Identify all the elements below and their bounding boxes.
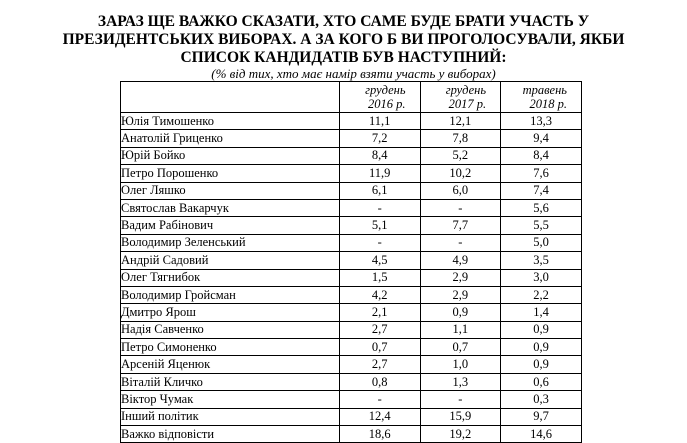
value-may-2018: 0,9 [501, 321, 582, 338]
table-body [121, 113, 582, 443]
value-may-2018: 1,4 [501, 304, 582, 321]
value-dec-2017: 15,9 [420, 408, 501, 425]
value-may-2018: 14,6 [501, 426, 582, 443]
value-may-2018: 7,4 [501, 182, 582, 199]
value-dec-2017: 1,0 [420, 356, 501, 373]
value-dec-2017: 19,2 [420, 426, 501, 443]
value-dec-2017: - [420, 234, 501, 251]
value-may-2018: 0,9 [501, 339, 582, 356]
candidate-name: Віктор Чумак [121, 391, 340, 408]
document-title [0, 13, 687, 67]
candidate-name: Андрій Садовий [121, 252, 340, 269]
value-may-2018: 0,6 [501, 373, 582, 390]
candidate-name: Петро Симоненко [121, 339, 340, 356]
value-dec-2016: 4,5 [339, 252, 420, 269]
candidate-name: Олег Ляшко [121, 182, 340, 199]
candidate-name: Юлія Тимошенко [121, 113, 340, 130]
title-line-2: ПРЕЗИДЕНТСЬКИХ ВИБОРАХ. А ЗА КОГО Б ВИ ПРОГОЛОСУВАЛИ, ЯКБИ [62, 31, 625, 48]
table-row [121, 304, 582, 321]
candidate-name: Петро Порошенко [121, 165, 340, 182]
table-row [121, 373, 582, 390]
header-corner-cell [121, 82, 340, 113]
value-dec-2017: 6,0 [420, 182, 501, 199]
value-dec-2016: 0,7 [339, 339, 420, 356]
value-may-2018: 5,6 [501, 199, 582, 216]
value-dec-2016: 5,1 [339, 217, 420, 234]
table-row [121, 269, 582, 286]
value-dec-2016: 0,8 [339, 373, 420, 390]
value-dec-2017: 10,2 [420, 165, 501, 182]
value-dec-2016: 18,6 [339, 426, 420, 443]
value-may-2018: 7,6 [501, 165, 582, 182]
column-header-year: 2016 р. [368, 97, 406, 111]
candidate-name: Володимир Зеленський [121, 234, 340, 251]
value-dec-2016: 11,9 [339, 165, 420, 182]
document-subtitle: (% від тих, хто має намір взяти участь у виборах) [211, 66, 496, 81]
column-header-may-2018 [501, 82, 582, 113]
column-header-dec-2017 [420, 82, 501, 113]
table-row [121, 356, 582, 373]
title-line-3: СПИСОК КАНДИДАТІВ БУВ НАСТУПНИЙ: [180, 49, 507, 66]
candidate-name: Вадим Рабінович [121, 217, 340, 234]
value-may-2018: 0,9 [501, 356, 582, 373]
value-dec-2017: 2,9 [420, 269, 501, 286]
value-dec-2016: 2,7 [339, 356, 420, 373]
table-row [121, 130, 582, 147]
value-dec-2017: 2,9 [420, 286, 501, 303]
value-dec-2017: 12,1 [420, 113, 501, 130]
value-dec-2017: 4,9 [420, 252, 501, 269]
column-header-month: грудень [365, 83, 406, 97]
table-row [121, 252, 582, 269]
table-row [121, 339, 582, 356]
value-may-2018: 9,4 [501, 130, 582, 147]
value-dec-2016: 4,2 [339, 286, 420, 303]
candidate-name: Анатолій Гриценко [121, 130, 340, 147]
value-may-2018: 13,3 [501, 113, 582, 130]
candidate-name: Олег Тягнибок [121, 269, 340, 286]
value-dec-2017: 1,3 [420, 373, 501, 390]
value-dec-2016: - [339, 234, 420, 251]
value-dec-2016: - [339, 199, 420, 216]
value-dec-2016: 2,1 [339, 304, 420, 321]
candidate-name: Дмитро Ярош [121, 304, 340, 321]
candidate-name: Віталій Кличко [121, 373, 340, 390]
value-dec-2017: 7,7 [420, 217, 501, 234]
value-dec-2016: 7,2 [339, 130, 420, 147]
table-row [121, 147, 582, 164]
candidate-name: Юрій Бойко [121, 147, 340, 164]
table-row [121, 165, 582, 182]
table-row [121, 113, 582, 130]
column-header-year: 2017 р. [448, 97, 487, 111]
value-dec-2016: 12,4 [339, 408, 420, 425]
value-dec-2016: 11,1 [339, 113, 420, 130]
candidate-name: Важко відповісти [121, 426, 340, 443]
value-dec-2017: - [420, 391, 501, 408]
column-header-year: 2018 р. [529, 97, 567, 111]
table-header-row [121, 82, 582, 113]
value-dec-2016: 2,7 [339, 321, 420, 338]
table-row [121, 391, 582, 408]
value-dec-2016: 8,4 [339, 147, 420, 164]
poll-results-table [120, 81, 582, 443]
value-dec-2017: 7,8 [420, 130, 501, 147]
table-row [121, 408, 582, 425]
value-dec-2017: 0,7 [420, 339, 501, 356]
value-may-2018: 3,0 [501, 269, 582, 286]
table-row [121, 426, 582, 443]
column-header-month: травень [522, 83, 567, 97]
table-row [121, 199, 582, 216]
value-dec-2016: 1,5 [339, 269, 420, 286]
candidate-name: Арсеній Яценюк [121, 356, 340, 373]
column-header-dec-2016 [339, 82, 420, 113]
value-dec-2016: 6,1 [339, 182, 420, 199]
value-dec-2016: - [339, 391, 420, 408]
candidate-name: Святослав Вакарчук [121, 199, 340, 216]
value-dec-2017: 1,1 [420, 321, 501, 338]
value-may-2018: 5,0 [501, 234, 582, 251]
table-row [121, 217, 582, 234]
table-row [121, 234, 582, 251]
candidate-name: Володимир Гройсман [121, 286, 340, 303]
candidate-name: Надія Савченко [121, 321, 340, 338]
value-may-2018: 8,4 [501, 147, 582, 164]
column-header-month: грудень [445, 83, 487, 97]
title-line-1: ЗАРАЗ ЩЕ ВАЖКО СКАЗАТИ, ХТО САМЕ БУДЕ БРАТИ УЧАСТЬ У [97, 13, 590, 30]
value-may-2018: 5,5 [501, 217, 582, 234]
value-dec-2017: 5,2 [420, 147, 501, 164]
candidate-name: Інший політик [121, 408, 340, 425]
table-row [121, 286, 582, 303]
value-may-2018: 2,2 [501, 286, 582, 303]
value-dec-2017: 0,9 [420, 304, 501, 321]
value-dec-2017: - [420, 199, 501, 216]
value-may-2018: 3,5 [501, 252, 582, 269]
value-may-2018: 9,7 [501, 408, 582, 425]
table-row [121, 182, 582, 199]
table-row [121, 321, 582, 338]
value-may-2018: 0,3 [501, 391, 582, 408]
